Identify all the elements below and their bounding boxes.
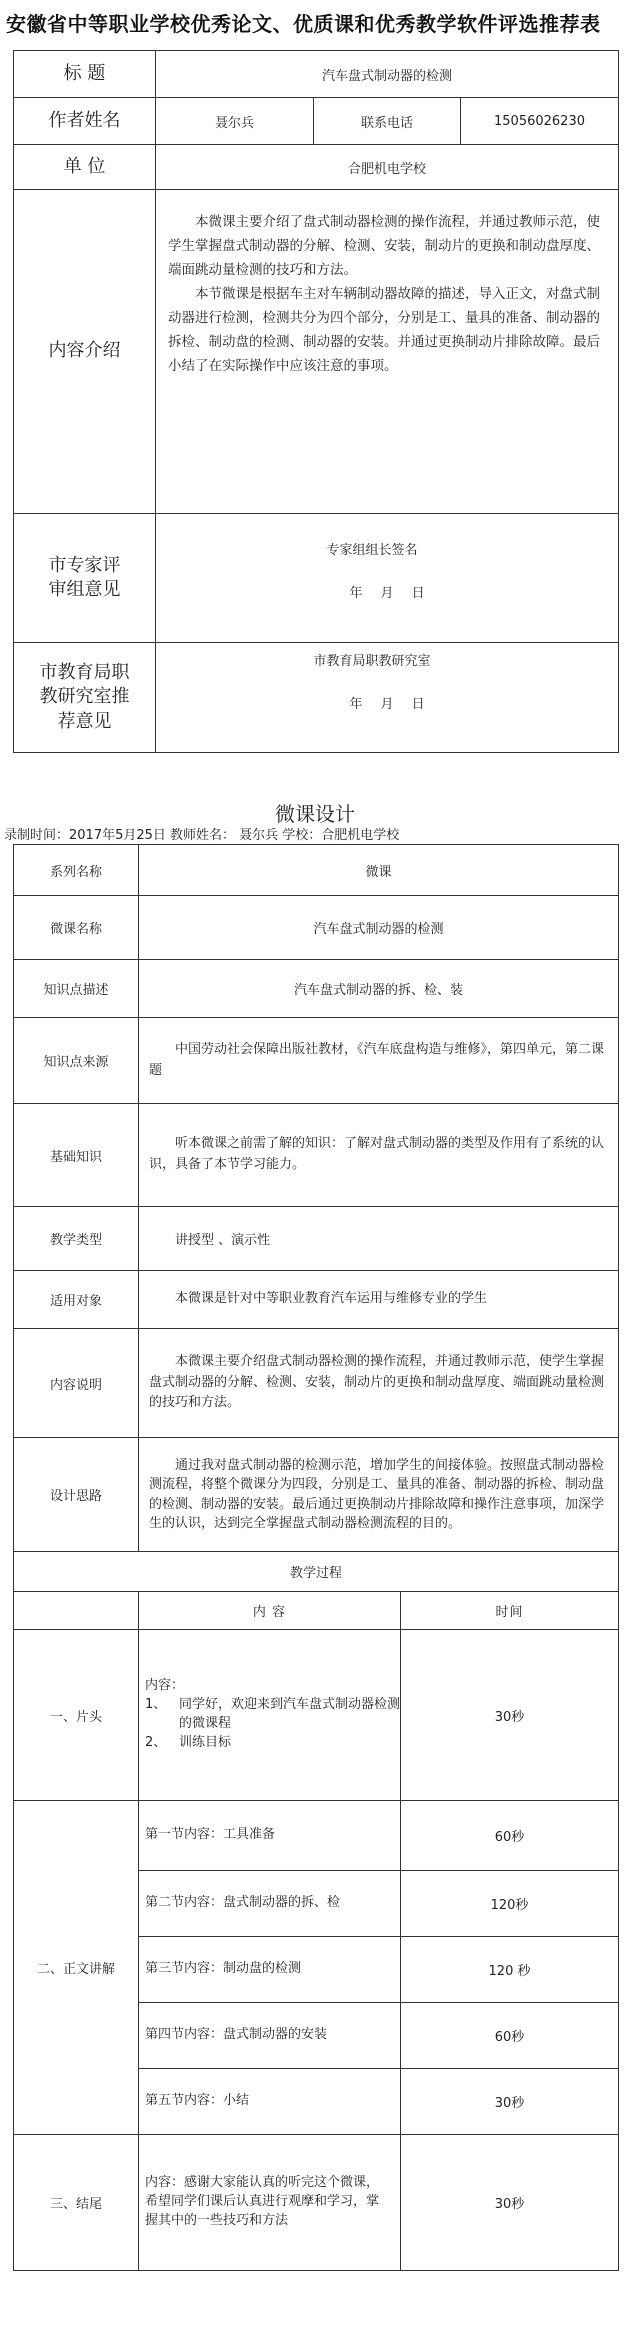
section-5-time: 30秒 (401, 2069, 619, 2135)
knowledge-source-value: 中国劳动社会保障出版社教材，《汽车底盘构造与维修》，第四单元，第二课题 (139, 1018, 619, 1104)
part1-item-1-num: 1、 (145, 1697, 167, 1713)
part3-content: 内容：感谢大家能认真的听完这个微课，希望同学们课后认真进行观摩和学习，掌握其中的一些技巧和方法 (139, 2135, 401, 2271)
section-3-content: 第三节内容：制动盘的检测 (139, 1937, 401, 2003)
design-idea-label: 设计思路 (14, 1438, 139, 1552)
unit-label: 单 位 (14, 145, 156, 190)
target-audience-value: 本微课是针对中等职业教育汽车运用与维修专业的学生 (139, 1271, 619, 1329)
knowledge-point-value: 汽车盘式制动器的拆、检、装 (139, 960, 619, 1018)
city-review-cell (156, 514, 619, 643)
part1-item-2-text: 训练目标 (179, 1734, 232, 1750)
bureau-cell (156, 643, 619, 753)
city-review-date: 年 月 日 (349, 586, 425, 601)
city-review-signature: 专家组组长签名 (326, 543, 418, 558)
part1-item-1 (145, 1696, 400, 1734)
basic-knowledge-label: 基础知识 (14, 1104, 139, 1207)
intro-label: 内容介绍 (14, 190, 156, 514)
author-value: 聂尔兵 (156, 98, 314, 145)
target-audience-label: 适用对象 (14, 1271, 139, 1329)
phone-value: 15056026230 (461, 98, 619, 145)
part1-label: 一、片头 (14, 1630, 139, 1801)
document-title: 安徽省中等职业学校优秀论文、优质课和优秀教学软件评选推荐表 (6, 12, 601, 36)
part1-item-2-num: 2、 (145, 1734, 167, 1750)
content-desc-label: 内容说明 (14, 1329, 139, 1438)
bureau-label: 市教育局职教研究室推荐意见 (14, 643, 156, 753)
process-header-blank (14, 1592, 139, 1630)
process-header-time: 时间 (401, 1592, 619, 1630)
author-label: 作者姓名 (14, 98, 156, 145)
lesson-name-value: 汽车盘式制动器的检测 (139, 896, 619, 960)
part3-label: 三、结尾 (14, 2135, 139, 2271)
part1-intro: 内容： (145, 1678, 185, 1694)
part3-time: 30秒 (401, 2135, 619, 2271)
section-1-content: 第一节内容：工具准备 (139, 1801, 401, 1871)
title-value: 汽车盘式制动器的检测 (156, 51, 619, 98)
part2-label: 二、正文讲解 (14, 1801, 139, 2135)
lesson-name-label: 微课名称 (14, 896, 139, 960)
part1-item-2 (145, 1734, 400, 1753)
series-value: 微课 (139, 845, 619, 896)
intro-paragraph-2: 本节微课是根据车主对车辆制动器故障的描述，导入正文，对盘式制动器进行检测，检测共分为四个部分，分别是工、量具的准备、制动器的拆检、制动盘的检测、制动器的安装。并通过更换制动片排除故障。最后小结了在实际操作中应该注意的事项。 (168, 286, 600, 375)
part1-item-1-text: 同学好，欢迎来到汽车盘式制动器检测的微课程 (179, 1697, 401, 1731)
teaching-type-label: 教学类型 (14, 1207, 139, 1271)
bureau-date: 年 月 日 (349, 697, 425, 712)
section-2-content: 第二节内容：盘式制动器的拆、检 (139, 1871, 401, 1937)
section-3-time: 120 秒 (401, 1937, 619, 2003)
design-section-title: 微课设计 (275, 802, 355, 826)
process-header-content: 内 容 (139, 1592, 401, 1630)
bureau-signature: 市教育局职教研究室 (313, 654, 431, 669)
section-5-content: 第五节内容：小结 (139, 2069, 401, 2135)
knowledge-point-label: 知识点描述 (14, 960, 139, 1018)
section-2-time: 120秒 (401, 1871, 619, 1937)
unit-value: 合肥机电学校 (156, 145, 619, 190)
process-title: 教学过程 (14, 1552, 619, 1592)
design-idea-value: 通过我对盘式制动器的检测示范，增加学生的间接体验。按照盘式制动器检测流程，将整个微课分为四段，分别是工、量具的准备、制动器的拆检、制动盘的检测、制动器的安装。最后通过更换制动片排除故障和操作注意事项，加深学生的认识，达到完全掌握盘式制动器检测流程的目的。 (139, 1438, 619, 1552)
part1-content (139, 1630, 401, 1801)
section-4-content: 第四节内容：盘式制动器的安装 (139, 2003, 401, 2069)
part1-time: 30秒 (401, 1630, 619, 1801)
section-1-time: 60秒 (401, 1801, 619, 1871)
phone-label: 联系电话 (314, 98, 461, 145)
city-review-label: 市专家评审组意见 (14, 514, 156, 643)
knowledge-source-label: 知识点来源 (14, 1018, 139, 1104)
section-4-time: 60秒 (401, 2003, 619, 2069)
series-label: 系列名称 (14, 845, 139, 896)
basic-knowledge-value: 听本微课之前需了解的知识：了解对盘式制动器的类型及作用有了系统的认识，具备了本节学习能力。 (139, 1104, 619, 1207)
intro-paragraph-1: 本微课主要介绍了盘式制动器检测的操作流程，并通过教师示范，使学生掌握盘式制动器的分解、检测、安装，制动片的更换和制动盘厚度、端面跳动量检测的技巧和方法。 (168, 214, 600, 279)
teaching-type-value: 讲授型 、演示性 (139, 1207, 619, 1271)
recommendation-form-table (13, 50, 619, 753)
content-desc-value: 本微课主要介绍盘式制动器检测的操作流程，并通过教师示范，使学生掌握盘式制动器的分解、检测、安装，制动片的更换和制动盘厚度、端面跳动量检测的技巧和方法。 (139, 1329, 619, 1438)
intro-content (156, 190, 619, 514)
title-label: 标 题 (14, 51, 156, 98)
microlesson-design-table (13, 844, 619, 2271)
recording-meta: 录制时间：2017年5月25日 教师姓名： 聂尔兵 学校：合肥机电学校 (4, 828, 400, 843)
